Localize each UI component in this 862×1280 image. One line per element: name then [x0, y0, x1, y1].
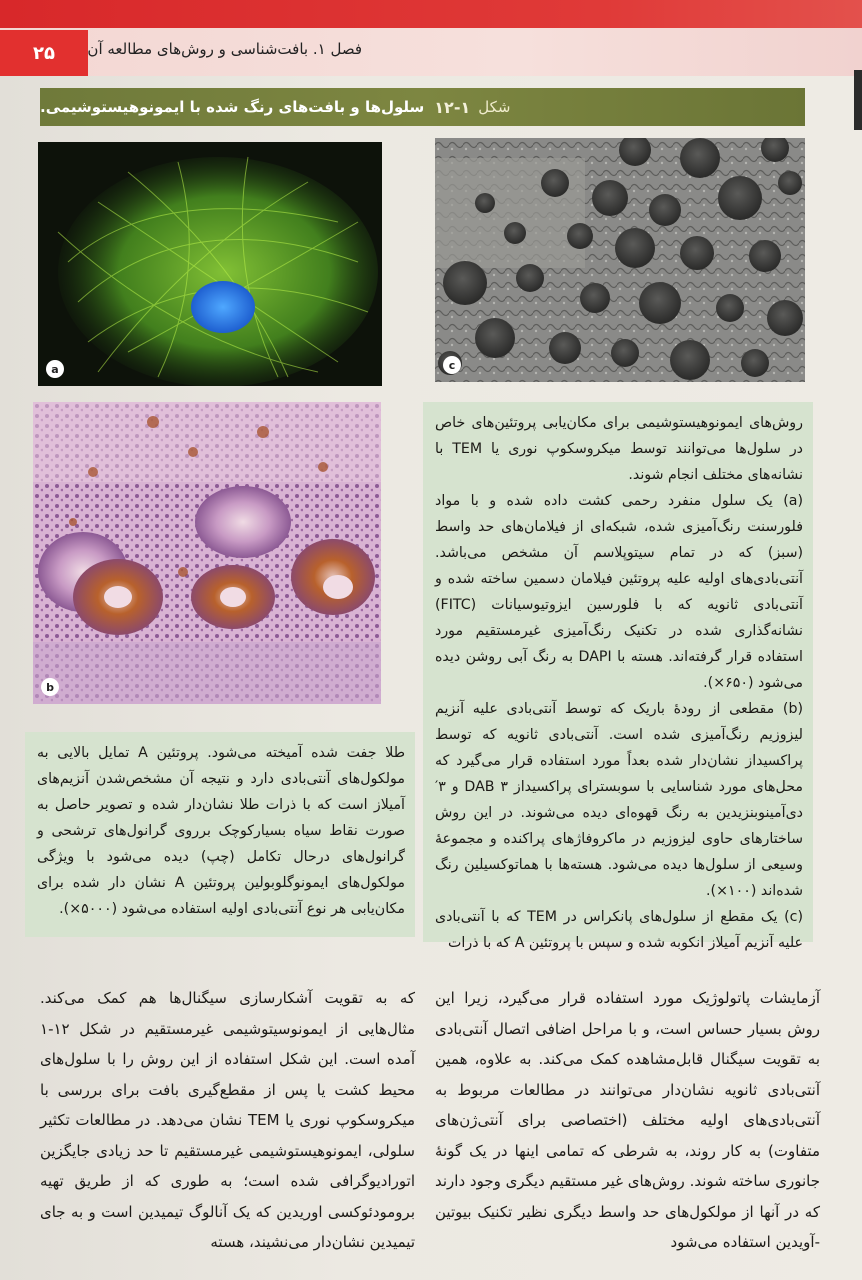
body-left-paragraph: که به تقویت آشکارسازی سیگنال‌ها هم کمک می‌کند. مثال‌هایی از ایمونوسیتوشیمی غیرمستقیم در شکل ۱۲-۱ آمده است. این شکل استفاده از این روش را با سلول‌های محیط کشت یا پس از مقطع‌گیری بافت برای بررسی با میکروسکوپ نوری یا TEM نشان می‌دهد. در مطالعات تکثیر سلولی، ایمونوهیستوشیمی غیرمستقیم تا حد زیادی جایگزین اتورادیوگرافی شده است؛ به طوری که از طریق تهیه برومودئوکسی اوریدین که یک آنالوگ تیمیدین است و به جای تیمیدین نشان‌دار می‌نشیند، هسته	[40, 989, 416, 1251]
caption-left	[37, 740, 405, 922]
top-color-band	[0, 0, 862, 30]
caption-right	[435, 410, 803, 956]
figure-label: شکل	[478, 98, 511, 116]
caption-continuation: طلا جفت شده آمیخته می‌شود. پروتئین A تمایل بالایی به مولکول‌های آنتی‌بادی دارد و نتیجه آن مشخص‌شدن آنزیم‌های آمیلاز است که با ذرات طلا نشان‌دار شده و تصویر حاصل به صورت نقاط سیاه بسیارکوچک برروی گرانول‌های ترشحی و گرانول‌های درحال تکامل (چپ) دیده می‌شود با ویژگی مولکول‌های ایمونوگلوبولین پروتئین A نشان دار شده برای مکان‌یابی هر نوع آنتی‌بادی اولیه استفاده می‌شود (۵۰۰۰×).	[37, 745, 406, 917]
figure-panel-a	[38, 142, 382, 386]
page-number: ۲۵	[0, 30, 88, 76]
body-right-paragraph: آزمایشات پاتولوژیک مورد استفاده قرار می‌گیرد، زیرا این روش بسیار حساس است، و با مراحل اضافی اتصال آنتی‌بادی به تقویت سیگنال قابل‌مشاهده کمک می‌کند. به علاوه، همین آنتی‌بادی ثانویه نشان‌دار می‌توانند در مطالعات مربوط به آنتی‌بادی‌های اولیه مختلف (اختصاصی برای آنتی‌ژن‌های متفاوت) به کار روند، به شرطی که تمامی اینها در یک گونهٔ جانوری ساخته شوند. روش‌های غیر مستقیم دیگری وجود دارند که در آنها از مولکول‌های حد واسط دیگری نظیر تکنیک بیوتین -آویدین استفاده می‌شود	[435, 989, 820, 1251]
caption-intro: روش‌های ایمونوهیستوشیمی برای مکان‌یابی پروتئین‌های خاص در سلول‌ها می‌توانند توسط میکروسکوپ نوری یا TEM با نشانه‌های مختلف انجام شوند.	[435, 415, 804, 483]
body-column-left	[40, 983, 415, 1258]
panel-b-label: b	[41, 678, 59, 696]
panel-c-label: c	[443, 356, 461, 374]
figure-title-bar	[40, 88, 805, 126]
figure-number: ۱۲-۱	[434, 97, 471, 117]
caption-part-c: (c) یک مقطع از سلول‌های پانکراس در TEM که با آنتی‌بادی علیه آنزیم آمیلاز انکوبه شده و سپس با پروتئین A که با ذرات	[435, 909, 803, 951]
thumb-tab	[854, 70, 862, 130]
chapter-title: فصل ۱. بافت‌شناسی و روش‌های مطالعه آن	[87, 40, 362, 58]
panel-a-label: a	[46, 360, 64, 378]
body-column-right	[435, 983, 820, 1258]
caption-part-b: (b) مقطعی از رودهٔ باریک که توسط آنتی‌بادی علیه آنزیم لیزوزیم رنگ‌آمیزی شده است. آنتی‌بادی ثانویه که توسط پراکسیداز نشان‌دار شده بعداً مورد استفاده قرار می‌گیرد که محل‌های مورد شناسایی با سوبسترای پراکسیداز DAB ۳ و ۳′ دی‌آمینوبنزیدین به رنگ قهوه‌ای دیده می‌شوند. در این روش ساختارهای حاوی لیزوزیم در ماکروفاژهای پراکنده و مجموعهٔ وسیعی از سلول‌ها دیده می‌شود. هسته‌ها با هماتوکسیلین رنگ شده‌اند (۱۰۰×).	[435, 701, 804, 899]
figure-panel-b	[33, 402, 381, 704]
figure-title: سلول‌ها و بافت‌های رنگ شده با ایمونوهیستوشیمی.	[40, 98, 425, 116]
caption-part-a: (a) یک سلول منفرد رحمی کشت داده شده و با مواد فلورسنت رنگ‌آمیزی شده، شبکه‌ای از فیلامان‌های حد واسط (سبز) که در تمام سیتوپلاسم آن مشخص می‌باشد. آنتی‌بادی‌های اولیه علیه پروتئین فیلامان دسمین ساخته شده و آنتی‌بادی ثانویه که با فلورسین ایزوتیوسیانات (FITC) نشانه‌گذاری شده در تکنیک رنگ‌آمیزی غیرمستقیم مورد استفاده قرار گرفته‌اند. هسته با DAPI به رنگ آبی روشن دیده می‌شود (۶۵۰×).	[435, 493, 803, 691]
figure-panel-c	[435, 138, 805, 382]
